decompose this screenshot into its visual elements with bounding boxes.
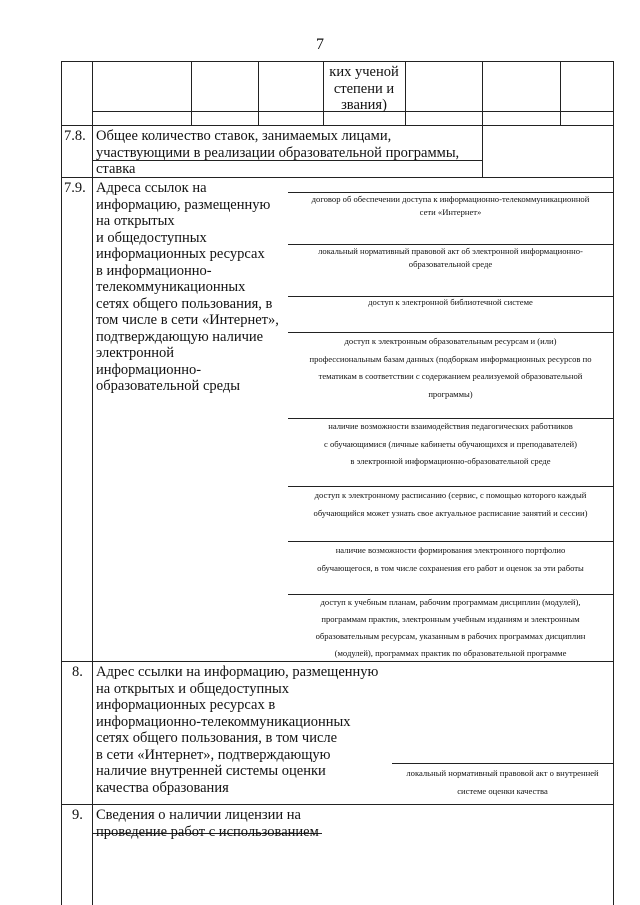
page-number: 7 [316,36,324,53]
row-number-9: 9. [72,807,83,823]
item-schedule: доступ к электронному расписанию (сервис, с помощью которого каждый обучающийся может узнать свое актуальное расписание занятий и сессии) [313,490,588,518]
item-library-access: доступ к электронной библиотечной системе [368,297,533,307]
row-number-7-8: 7.8. [64,128,86,144]
degree-cell-text: ких ученой степени и звания) [329,64,399,113]
item-internal-quality: локальный нормативный правовой акт о внутренней системе оценки качества [406,768,599,796]
item-study-plans: доступ к учебным планам, рабочим программам дисциплин (модулей), программам практик, электронным учебным изданиям и электронным образовательным ресурсам, указанным в рабочих программах дисциплин (модулей), программах практик по образовательной программе [315,597,586,658]
item-electronic-resources: доступ к электронным образовательным ресурсам и (или) профессиональным базам данных (подборкам информационных ресурсов по тематикам в соответствии с содержанием реализуемой образовательной программы) [309,336,592,399]
row-number-7-9: 7.9. [64,180,86,196]
item-local-act: локальный нормативный правовой акт об электронной информационно- образовательной среде [318,246,583,269]
row-9-text: Сведения о наличии лицензии на проведение работ с использованием [96,807,319,840]
row-7-8-text: Общее количество ставок, занимаемых лицами, участвующими в реализации образовательной программы, ставка [96,128,460,177]
item-interaction: наличие возможности взаимодействия педагогических работников с обучающимися (личные кабинеты обучающихся и преподавателей) в электронной информационно-образовательной среде [324,421,577,466]
row-number-8: 8. [72,664,83,680]
row-8-text: Адрес ссылки на информацию, размещенную на открытых и общедоступных информационных ресурсах в информационно-телекоммуникационных сетях общего пользования, в том числе в сети «Интернет», подтверждающую наличие внутренней системы оценки качества образования [96,664,379,796]
item-internet-contract: договор об обеспечении доступа к информационно-телекоммуникационной сети «Интернет» [311,194,590,217]
row-7-9-text: Адреса ссылок на информацию, размещенную на открытых и общедоступных информационных ресурсах в информационно- телекоммуникационных сетях общего пользования, в том числе в сети «Интернет», подтверждающую наличие электронной информационно- образовательной среды [96,180,279,394]
item-portfolio: наличие возможности формирования электронного портфолио обучающегося, в том числе сохранения его работ и оценок за эти работы [317,545,584,573]
